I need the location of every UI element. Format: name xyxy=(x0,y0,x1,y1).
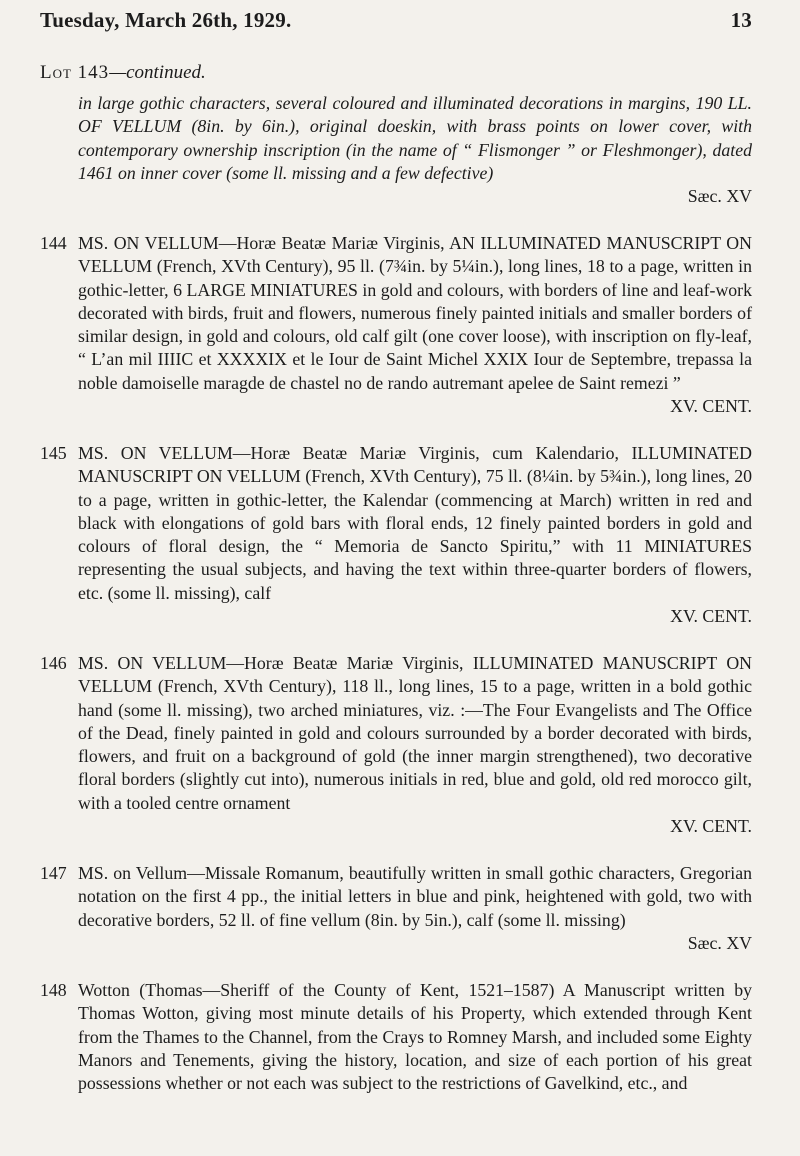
lot-number: 147 xyxy=(40,863,67,883)
page-number: 13 xyxy=(730,8,752,32)
sale-date: Tuesday, March 26th, 1929. xyxy=(40,8,292,32)
lot-date: XV. CENT. xyxy=(670,396,752,417)
lot-date: Sæc. XV xyxy=(687,932,752,953)
lot-number: 146 xyxy=(40,653,67,673)
lot-number: 148 xyxy=(40,980,67,1000)
lot-description: MS. ON VELLUM—Horæ Beatæ Mariæ Virginis, ILLUMINATED MANUSCRIPT ON VELLUM (French, XVth Century), 118 ll., long lines, 15 to a page, written in a bold gothic hand (some ll. missing), two arched miniatures, viz. :—The Four Evangelists and The Office of the Dead, finely painted in gold and colours surrounded by a border decorated with birds, flowers, and fruit on a background of gold (the inner margin strengthened), two decorative floral borders (slightly cut into), numerous initials in red, blue and gold, old red morocco gilt, with a tooled centre ornament xyxy=(78,653,752,813)
lot-date: XV. CENT. xyxy=(670,606,752,627)
lot-description: MS. ON VELLUM—Horæ Beatæ Mariæ Virginis, cum Kalendario, ILLUMINATED MANUSCRIPT ON VELLUM (French, XVth Century), 75 ll. (8¼in. by 5¾in.), long lines, 20 to a page, written in gothic-letter, the Kalendar (commencing at March) written in red and black with elongations of gold bars with floral ends, 12 finely painted borders in gold and colours of floral design, the “ Memoria de Sancto Spiritu,” with 11 MINIATURES representing the usual subjects, and having the text within three-quarter borders of flowers, etc. (some ll. missing), calf xyxy=(78,443,752,603)
lot-description: in large gothic characters, several coloured and illuminated decorations in margins, 190 LL. OF VELLUM (8in. by 6in.), original doeskin, with brass points on lower cover, with contemporary ownership inscription (in the name of “ Flismonger ” or Fleshmonger), dated 1461 on inner cover (some ll. missing and a few defective) xyxy=(78,93,752,183)
lot-date: XV. CENT. xyxy=(670,816,752,837)
continued-suffix: —continued. xyxy=(109,62,206,83)
lot-description: Wotton (Thomas—Sheriff of the County of Kent, 1521–1587) A Manuscript written by Thomas Wotton, giving most minute details of his Property, which extended through Kent from the Thames to the Channel, from the Crays to Romney Marsh, and included some Eighty Manors and Tenements, giving the history, location, and size of each portion of his great possessions whether or not each was subject to the restrictions of Gavelkind, etc., and xyxy=(78,980,752,1094)
lot-label: Lot 143 xyxy=(40,62,110,83)
lot-145 xyxy=(40,442,752,628)
lot-continued-heading xyxy=(40,62,206,84)
lot-143-continuation xyxy=(40,92,752,208)
lot-description: MS. ON VELLUM—Horæ Beatæ Mariæ Virginis, AN ILLUMINATED MANUSCRIPT ON VELLUM (French, XVth Century), 95 ll. (7¾in. by 5¼in.), long lines, 18 to a page, written in gothic-letter, 6 LARGE MINIATURES in gold and colours, with borders of line and leaf-work decorated with birds, fruit and flowers, numerous finely painted initials and smaller borders of similar design, in gold and colours, old calf gilt (one cover loose), with inscription on fly-leaf, “ L’an mil IIIIC et XXXXIX et le Iour de Saint Michel XXIX Iour de Septembre, trepassa la noble damoiselle maragde de chastel no de rando autremant apelee de Saint remezi ” xyxy=(78,233,752,393)
lot-147 xyxy=(40,862,752,955)
lot-description: MS. on Vellum—Missale Romanum, beautifully written in small gothic characters, Gregorian notation on the first 4 pp., the initial letters in blue and pink, heightened with gold, two with decorative borders, 52 ll. of fine vellum (8in. by 5in.), calf (some ll. missing) xyxy=(78,863,752,930)
lot-number: 144 xyxy=(40,233,67,253)
lot-144 xyxy=(40,232,752,418)
lot-date: Sæc. XV xyxy=(687,186,752,207)
page-header xyxy=(40,8,752,33)
lot-148 xyxy=(40,979,752,1095)
lot-number: 145 xyxy=(40,443,67,463)
lot-146 xyxy=(40,652,752,838)
